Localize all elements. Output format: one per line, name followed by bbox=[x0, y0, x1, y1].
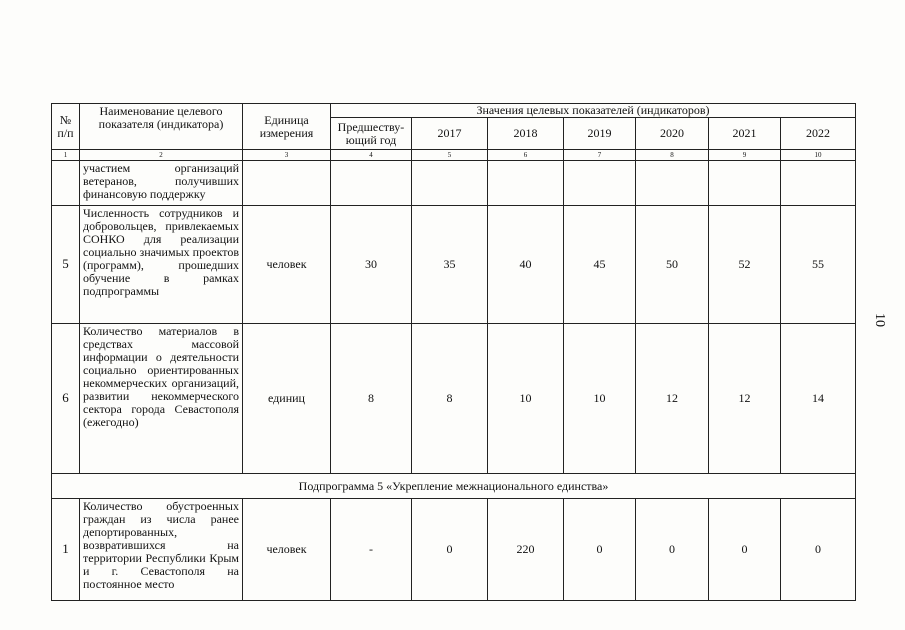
value-2021: 12 bbox=[709, 324, 781, 474]
header-unit: Единица измерения bbox=[243, 104, 331, 150]
header-prev-year: Предшеству-ющий год bbox=[331, 118, 412, 150]
row-index: 1 bbox=[52, 499, 80, 601]
table-row bbox=[52, 324, 856, 474]
indicator-name: Количество материалов в средствах массовой информации о деятельности социально ориентированных некоммерческих организаций, развитии некоммерческого сектора города Севастополя (ежегодно) bbox=[80, 324, 243, 474]
value-prev-year: 8 bbox=[331, 324, 412, 474]
header-year-2019: 2019 bbox=[564, 118, 636, 150]
indicator-name: участием организаций ветеранов, получивших финансовую поддержку bbox=[80, 161, 243, 206]
header-year-2021: 2021 bbox=[709, 118, 781, 150]
row-index: 6 bbox=[52, 324, 80, 474]
value-prev-year: - bbox=[331, 499, 412, 601]
value-2022: 55 bbox=[781, 206, 856, 324]
page-number: 10 bbox=[872, 313, 887, 327]
header-year-2018: 2018 bbox=[488, 118, 564, 150]
value-2022 bbox=[781, 161, 856, 206]
value-2018: 40 bbox=[488, 206, 564, 324]
value-2019 bbox=[564, 161, 636, 206]
indicator-unit: человек bbox=[243, 206, 331, 324]
header-year-2017: 2017 bbox=[412, 118, 488, 150]
value-2017 bbox=[412, 161, 488, 206]
table-row bbox=[52, 499, 856, 601]
value-2021 bbox=[709, 161, 781, 206]
header-indicator-name: Наименование целевого показателя (индикатора) bbox=[80, 104, 243, 150]
header-year-2022: 2022 bbox=[781, 118, 856, 150]
column-number: 4 bbox=[331, 150, 412, 161]
value-2018: 220 bbox=[488, 499, 564, 601]
row-index: 5 bbox=[52, 206, 80, 324]
column-number: 3 bbox=[243, 150, 331, 161]
column-number: 9 bbox=[709, 150, 781, 161]
column-number: 1 bbox=[52, 150, 80, 161]
value-prev-year: 30 bbox=[331, 206, 412, 324]
indicator-unit bbox=[243, 161, 331, 206]
header-values-group: Значения целевых показателей (индикаторов) bbox=[331, 104, 856, 118]
column-number: 2 bbox=[80, 150, 243, 161]
indicator-unit: единиц bbox=[243, 324, 331, 474]
column-number: 8 bbox=[636, 150, 709, 161]
value-prev-year bbox=[331, 161, 412, 206]
indicator-name: Численность сотрудников и добровольцев, привлекаемых СОНКО для реализации социально значимых проектов (программ), прошедших обучение в рамках подпрограммы bbox=[80, 206, 243, 324]
value-2018 bbox=[488, 161, 564, 206]
table-row bbox=[52, 161, 856, 206]
value-2017: 0 bbox=[412, 499, 488, 601]
subprogram-title: Подпрограмма 5 «Укрепление межнационального единства» bbox=[52, 474, 856, 499]
indicators-table bbox=[51, 103, 856, 601]
value-2019: 45 bbox=[564, 206, 636, 324]
value-2022: 0 bbox=[781, 499, 856, 601]
value-2020: 0 bbox=[636, 499, 709, 601]
value-2018: 10 bbox=[488, 324, 564, 474]
value-2020: 12 bbox=[636, 324, 709, 474]
value-2020: 50 bbox=[636, 206, 709, 324]
value-2017: 8 bbox=[412, 324, 488, 474]
subprogram-row bbox=[52, 474, 856, 499]
indicator-name: Количество обустроенных граждан из числа ранее депортированных, возвратившихся на территории Республики Крым и г. Севастополя на постоянное место bbox=[80, 499, 243, 601]
header-index: № п/п bbox=[52, 104, 80, 150]
value-2021: 0 bbox=[709, 499, 781, 601]
value-2019: 0 bbox=[564, 499, 636, 601]
value-2020 bbox=[636, 161, 709, 206]
column-number: 10 bbox=[781, 150, 856, 161]
column-number: 5 bbox=[412, 150, 488, 161]
value-2022: 14 bbox=[781, 324, 856, 474]
indicator-unit: человек bbox=[243, 499, 331, 601]
value-2017: 35 bbox=[412, 206, 488, 324]
column-number: 6 bbox=[488, 150, 564, 161]
value-2021: 52 bbox=[709, 206, 781, 324]
column-number: 7 bbox=[564, 150, 636, 161]
header-year-2020: 2020 bbox=[636, 118, 709, 150]
table-row bbox=[52, 206, 856, 324]
value-2019: 10 bbox=[564, 324, 636, 474]
row-index bbox=[52, 161, 80, 206]
column-number-row bbox=[52, 150, 856, 161]
